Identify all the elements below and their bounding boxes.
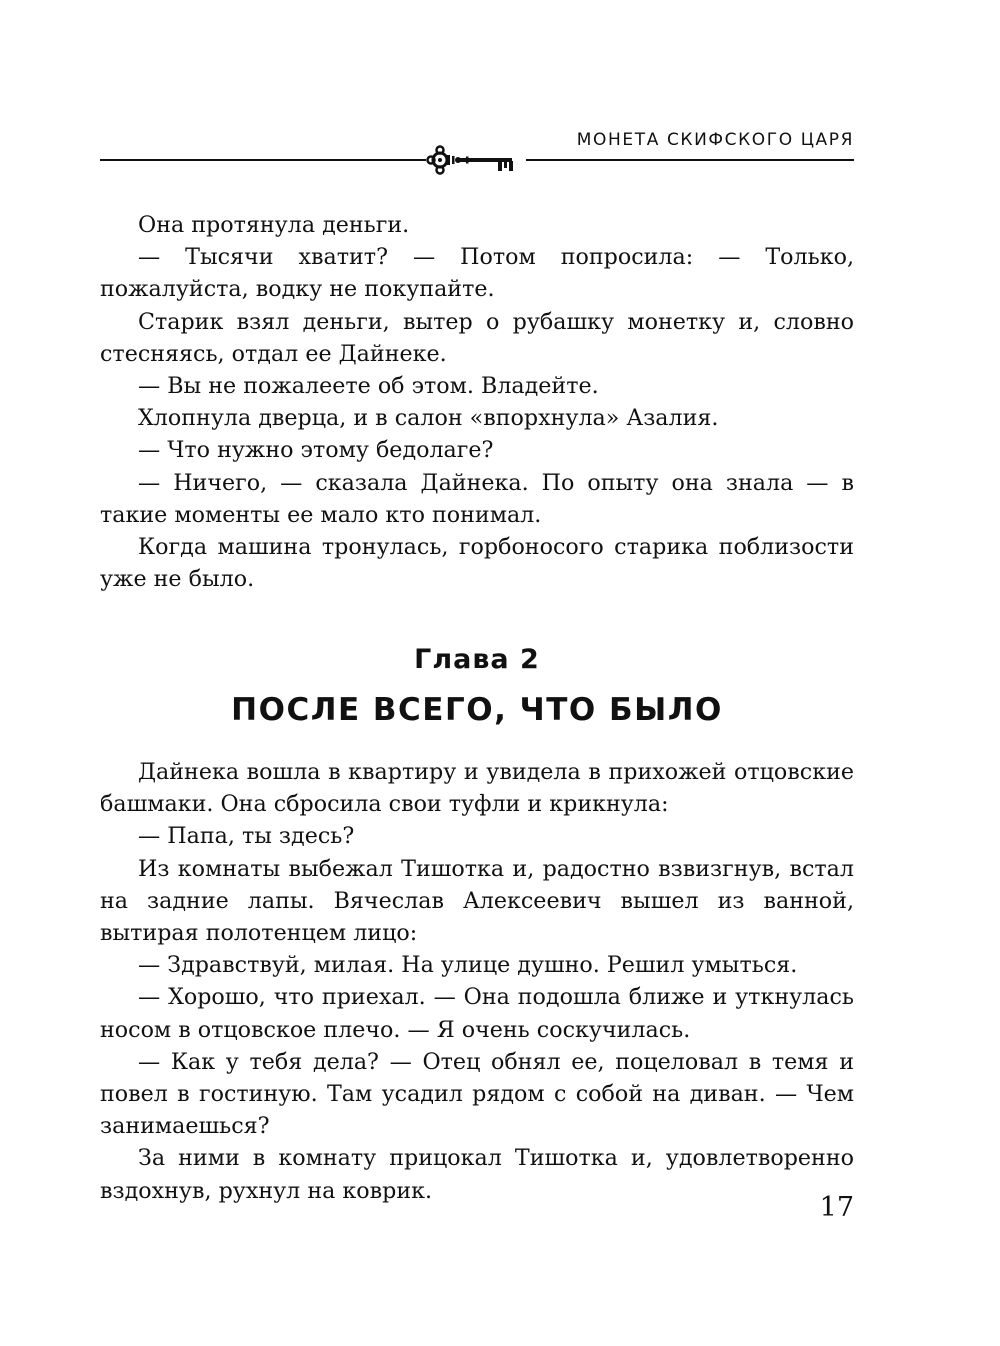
paragraph: — Папа, ты здесь?	[138, 823, 355, 850]
text-block-after-chapter	[100, 756, 854, 1207]
paragraph: — Здравствуй, милая. На улице душно. Решил умыться.	[138, 952, 798, 979]
page-number: 17	[819, 1192, 854, 1223]
paragraph: Из комнаты выбежал Тишотка и, радостно взвизгнув, встал на задние лапы. Вячеслав Алексеевич вышел из ванной, вытирая полотенцем лицо:	[100, 855, 854, 947]
paragraph: — Тысячи хватит? — Потом попросила: — Только, пожалуйста, водку не покупайте.	[100, 244, 854, 303]
paragraph: — Хорошо, что приехал. — Она подошла ближе и уткнулась носом в отцовское плечо. — Я очень соскучилась.	[100, 984, 854, 1043]
paragraph: Когда машина тронулась, горбоносого старика поблизости уже не было.	[100, 534, 854, 593]
running-title: МОНЕТА СКИФСКОГО ЦАРЯ	[576, 130, 854, 150]
paragraph: — Вы не пожалеете об этом. Владейте.	[138, 373, 599, 400]
paragraph: Хлопнула дверца, и в салон «впорхнула» Азалия.	[138, 405, 719, 432]
chapter-title: ПОСЛЕ ВСЕГО, ЧТО БЫЛО	[231, 692, 723, 728]
paragraph: Дайнека вошла в квартиру и увидела в прихожей отцовские башмаки. Она сбросила свои туфли и крикнула:	[100, 759, 854, 818]
text-block-before-chapter	[100, 209, 854, 595]
paragraph: Старик взял деньги, вытер о рубашку монетку и, словно стесняясь, отдал ее Дайнеке.	[100, 308, 854, 367]
paragraph: За ними в комнату прицокал Тишотка и, удовлетворенно вздохнув, рухнул на коврик.	[100, 1145, 854, 1204]
paragraph: — Что нужно этому бедолаге?	[138, 437, 494, 464]
paragraph: — Как у тебя дела? — Отец обнял ее, поцеловал в темя и повел в гостиную. Там усадил рядом с собой на диван. — Чем занимаешься?	[100, 1048, 854, 1140]
key-icon	[426, 143, 526, 177]
paragraph: Она протянула деньги.	[138, 212, 410, 238]
paragraph: — Ничего, — сказала Дайнека. По опыту она знала — в такие моменты ее мало кто понимал.	[100, 469, 854, 528]
chapter-number: Глава 2	[414, 644, 540, 675]
